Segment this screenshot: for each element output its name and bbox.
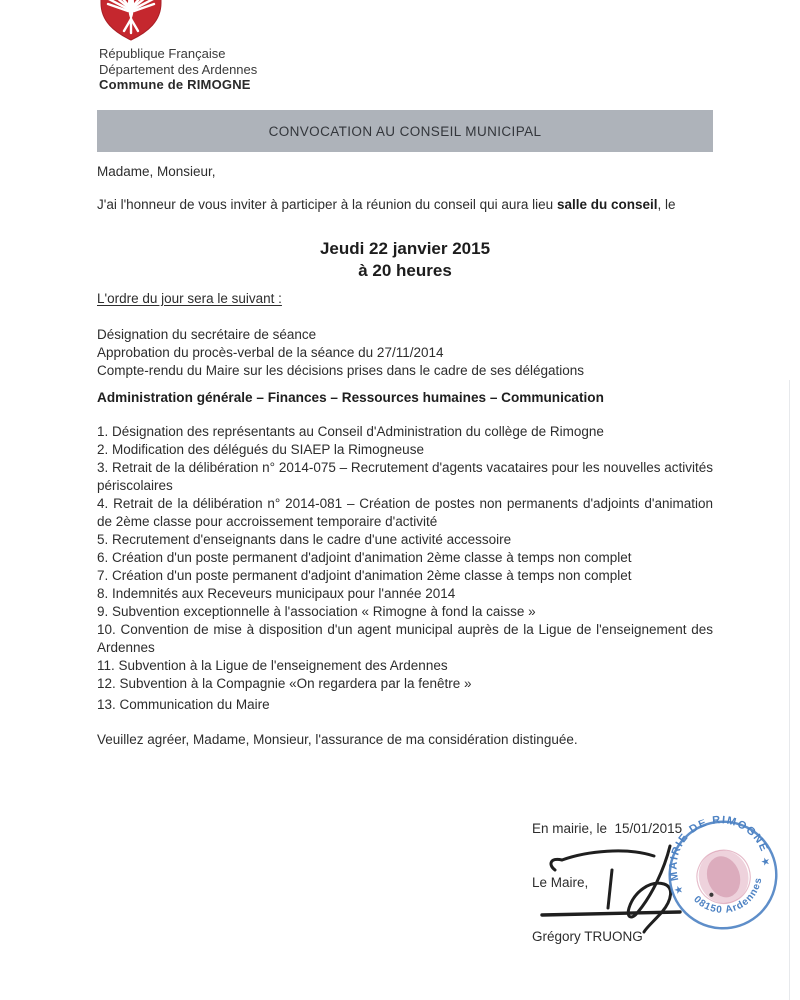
header-country: République Française: [99, 46, 226, 61]
salutation: Madame, Monsieur,: [97, 164, 216, 179]
intro-text-post: , le: [657, 197, 676, 212]
section-heading: Administration générale – Finances – Ressources humaines – Communication: [97, 390, 604, 405]
agenda-items-list: [97, 423, 713, 693]
agenda-item: 12. Subvention à la Compagnie «On regardera par la fenêtre »: [97, 676, 472, 691]
agenda-heading: L'ordre du jour sera le suivant :: [97, 291, 282, 306]
header-org-lines: [99, 46, 257, 93]
meeting-date: Jeudi 22 janvier 2015: [319, 239, 491, 258]
intro-text-bold: salle du conseil: [556, 197, 658, 212]
coat-of-arms-icon: [100, 0, 162, 41]
preliminary-item: Approbation du procès-verbal de la séance du 27/11/2014: [97, 345, 444, 360]
banner-title: CONVOCATION AU CONSEIL MUNICIPAL: [268, 123, 542, 139]
signature-role: Le Maire,: [532, 875, 589, 890]
agenda-item: 10. Convention de mise à disposition d'un agent municipal auprès de la Ligue de l'enseignement des Ardennes: [97, 622, 713, 655]
star-icon: ★: [672, 883, 686, 898]
signature-name: Grégory TRUONG: [532, 929, 643, 944]
agenda-item: 9. Subvention exceptionnelle à l'association « Rimogne à fond la caisse »: [97, 604, 536, 619]
agenda-item: 7. Création d'un poste permanent d'adjoint d'animation 2ème classe à temps non complet: [97, 568, 632, 583]
intro-paragraph: [97, 196, 713, 214]
agenda-item: 1. Désignation des représentants au Conseil d'Administration du collège de Rimogne: [97, 424, 604, 439]
closing-paragraph: Veuillez agréer, Madame, Monsieur, l'assurance de ma considération distinguée.: [97, 732, 578, 747]
agenda-item: 4. Retrait de la délibération n° 2014-081 – Création de postes non permanents d'adjoints d'animation de 2ème classe pour accroissement temporaire d'activité: [97, 496, 713, 529]
agenda-item: 8. Indemnités aux Receveurs municipaux pour l'année 2014: [97, 586, 456, 601]
preliminary-item: Désignation du secrétaire de séance: [97, 327, 317, 342]
intro-text-pre: J'ai l'honneur de vous inviter à participer à la réunion du conseil qui aura lieu: [97, 197, 557, 212]
agenda-item: 2. Modification des délégués du SIAEP la Rimogneuse: [97, 442, 424, 457]
agenda-item: 6. Création d'un poste permanent d'adjoint d'animation 2ème classe à temps non complet: [97, 550, 632, 565]
header-commune: Commune de RIMOGNE: [99, 77, 251, 92]
meeting-datetime: [97, 238, 713, 282]
agenda-item: 3. Retrait de la délibération n° 2014-075 – Recrutement d'agents vacataires pour les nouvelles activités périscolaires: [97, 460, 713, 493]
preliminary-item: Compte-rendu du Maire sur les décisions prises dans le cadre de ses délégations: [97, 363, 585, 378]
signature-place-date: En mairie, le 15/01/2015: [532, 821, 683, 836]
agenda-item: 5. Recrutement d'enseignants dans le cadre d'une activité accessoire: [97, 532, 512, 547]
agenda-item: 11. Subvention à la Ligue de l'enseignement des Ardennes: [97, 658, 448, 673]
stamp-bottom-text: 08150 Ardennes: [691, 876, 765, 916]
agenda-item-final: 13. Communication du Maire: [97, 697, 270, 712]
stamp-top-text: MAIRIE DE RIMOGNE: [667, 814, 771, 882]
preliminary-items: [97, 326, 713, 380]
star-icon: ★: [759, 855, 773, 870]
scan-edge-line: [789, 380, 790, 1000]
header-department: Département des Ardennes: [99, 61, 258, 77]
title-banner: [97, 110, 713, 152]
meeting-time: à 20 heures: [358, 261, 452, 280]
